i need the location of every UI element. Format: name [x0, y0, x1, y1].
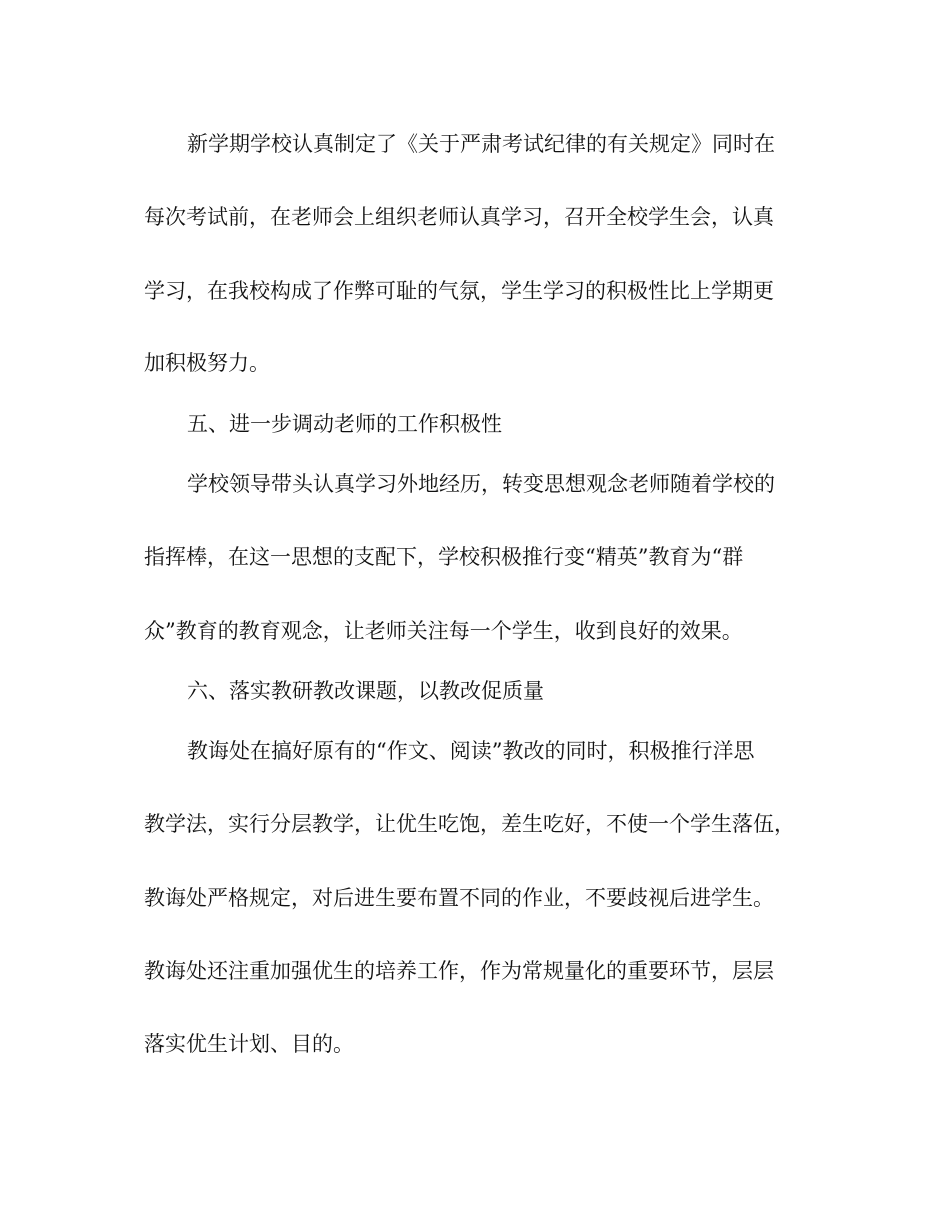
paragraph-line: 学校领导带头认真学习外地经历，转变思想观念老师随着学校的	[187, 472, 775, 496]
section-heading: 五、进一步调动老师的工作积极性	[187, 412, 502, 436]
paragraph-line: 教诲处在搞好原有的“作文、阅读”教改的同时，积极推行洋思	[187, 739, 755, 763]
paragraph-line: 新学期学校认真制定了《关于严肃考试纪律的有关规定》同时在	[187, 132, 775, 156]
paragraph-line: 落实优生计划、目的。	[144, 1032, 354, 1056]
section-heading: 六、落实教研教改课题，以教改促质量	[187, 679, 544, 703]
paragraph-line: 指挥棒，在这一思想的支配下，学校积极推行变“精英”教育为“群	[144, 545, 744, 569]
paragraph-line: 加积极努力。	[144, 351, 270, 375]
paragraph-line: 学习，在我校构成了作弊可耻的气氛，学生学习的积极性比上学期更	[144, 279, 774, 303]
paragraph-line: 每次考试前，在老师会上组织老师认真学习，召开全校学生会，认真	[144, 205, 774, 229]
paragraph-line: 教诲处还注重加强优生的培养工作，作为常规量化的重要环节，层层	[144, 959, 774, 983]
paragraph-line: 教学法，实行分层教学，让优生吃饱，差生吃好，不使一个学生落伍，	[144, 812, 795, 836]
paragraph-line: 众”教育的教育观念，让老师关注每一个学生，收到良好的效果。	[144, 619, 743, 643]
paragraph-line: 教诲处严格规定，对后进生要布置不同的作业，不要歧视后进学生。	[144, 886, 774, 910]
